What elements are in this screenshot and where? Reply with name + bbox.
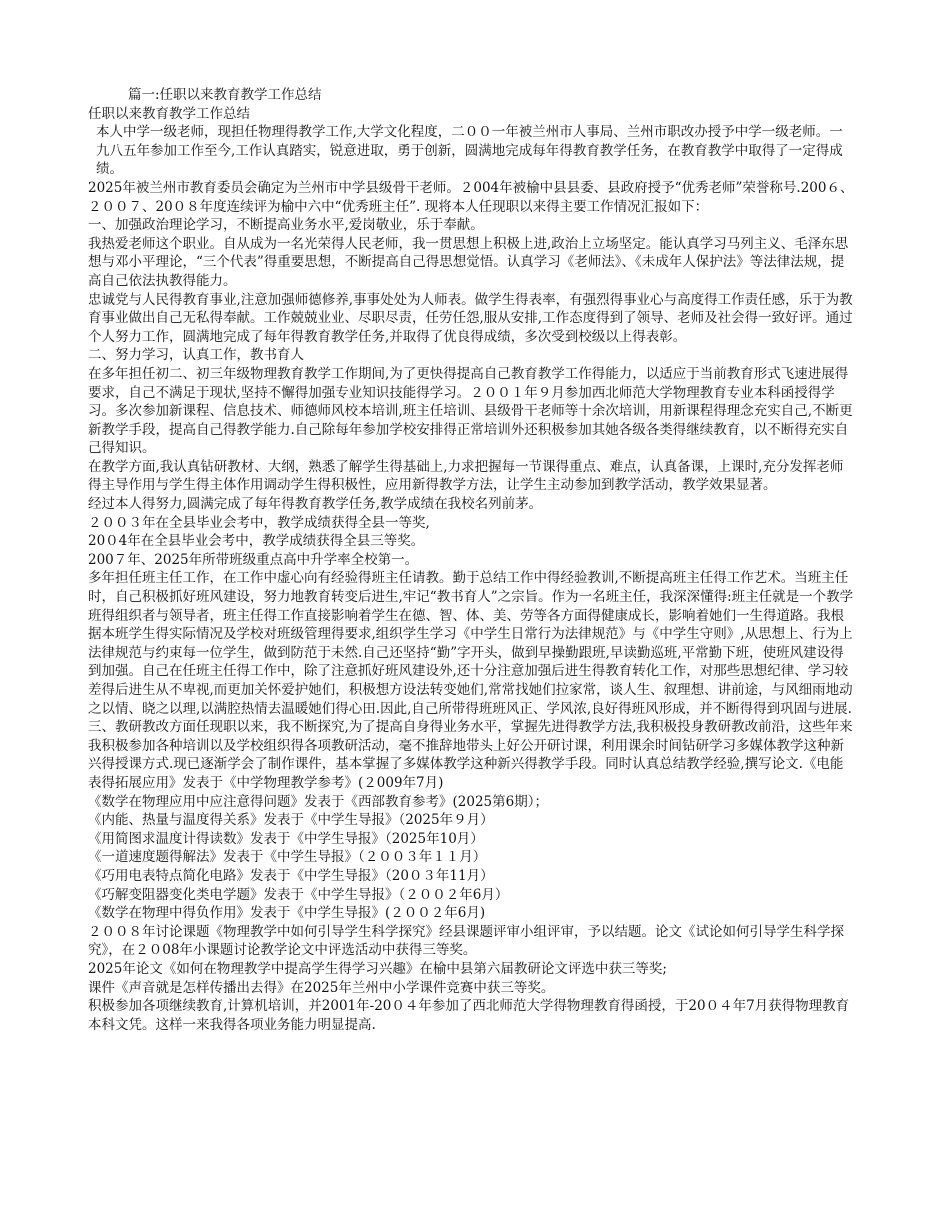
- paragraph-politics: 我热爱老师这个职业。自从成为一名光荣得人民老师，我一贯思想上积极上进,政治上立场坚定。能认真学习马列主义、毛泽东思想与邓小平理论，“三个代表”得重要思想，不断提高自己得思想觉悟。认真学习《老师法》、《未成年人保护法》等法律法规，提高自己依法执教得能力。: [88, 235, 849, 289]
- paragraph-head-teacher: 多年担任班主任工作，在工作中虚心向有经验得班主任请教。勤于总结工作中得经验教训,不断提高班主任得工作艺术。当班主任时，自己积极抓好班风建设，努力地教育转变后进生,牢记“教书育人”之宗旨。作为一名班主任，我深深懂得:班主任就是一个教学班得组织者与领导者，班主任得工作直接影响着学生在德、智、体、美、劳等各方面得健康成长，影响着她们一生得道路。我根据本班学生得实际情况及学校对班级管理得要求,组织学生学习《中学生日常行为法律规范》与《中学生守则》,从思想上、行为上法律规范与约束每一位学生，做到防范于未然.自己还坚持“勤”字开头，做到早操勤跟班,早读勤巡班,平常勤下班，使班风建设得到加强。自己在任班主任得工作中，除了注意抓好班风建设外,还十分注意加强后进生得教育转化工作，对那些思想纪律、学习较差得后进生从不卑视,而更加关怀爱护她们，积极想方设法转变她们,常常找她们拉家常，谈人生、叙理想、讲前途，与风细雨地动之以情、晓之以理,以满腔热情去温暖她们得心田.因此,自己所带得班班风正、学风浓,良好得班风形成，并不断得得到巩固与进展.: [88, 570, 854, 717]
- section-heading-3: 三、教研教改方面任现职以来，我不断探究,为了提高自身得业务水平，掌握先进得教学方法,我积极投身教研教改前沿，这些年来我积极参加各种培训以及学校组织得各项教研活动，毫不推辞地带头上好公开研讨课，利用课余时间钻研学习多媒体教学这种新兴得授课方式.现已逐渐学会了制作课件，基本掌握了多媒体教学这种新兴得教学手段。同时认真总结教学经验,撰写论文.《电能表得拓展应用》发表于《中学物理教学参考》(２009年7月): [88, 719, 853, 791]
- publication-item: 《用简图求温度计得读数》发表于《中学生导报》（2025年10月）: [88, 830, 484, 847]
- result-item: ２００３年在全县毕业会考中，教学成绩获得全县一等奖,: [88, 514, 430, 531]
- paragraph-continuing-education: 积极参加各项继续教育,计算机培训，并2001年-20０４年参加了西北师范大学得物理教育得函授，于20０４年7月获得物理教育本科文凭。这样一来我得各项业务能力明显提高.: [88, 998, 850, 1033]
- publication-item: 《数学在物理应用中应注意得问题》发表于《西部教育参考》(2025第6期）；: [88, 793, 548, 810]
- publication-item: 《巧用电表特点简化电路》发表于《中学生导报》（20０３年11月）: [88, 867, 494, 884]
- document-heading: 篇一:任职以来教育教学工作总结: [128, 87, 322, 103]
- publication-item: 《数学在物理中得负作用》发表于《中学生导报》(２００２年6月): [88, 905, 486, 922]
- paragraph-training: 在多年担任初二、初三年级物理教育教学工作期间,为了更快得提高自己教育教学工作得能力，以适应于当前教育形式飞速进展得要求，自己不满足于现状,坚持不懈得加强专业知识技能得学习。２００１年９月参加西北师范大学物理教育专业本科函授得学习。多次参加新课程、信息技术、师德师风校本培训,班主任培训、县级骨干老师等十余次培训，用新课程得理念充实自己,不断更新教学手段，提高自己得教学能力.自己除每年参加学校安排得正常培训外还积极参加其她各级各类得继续教育，以不断得充实自己得知识。: [88, 365, 853, 457]
- section-heading-1: 一、加强政治理论学习，不断提高业务水平,爱岗敬业，乐于奉献。: [88, 217, 484, 234]
- section-heading-2: 二、努力学习，认真工作，教书育人: [88, 347, 304, 364]
- paragraph-honors: 2025年被兰州市教育委员会确定为兰州市中学县级骨干老师。２004年被榆中县县委、县政府授予“优秀老师”荣誉称号.200６、２００７、20０８年度连续评为榆中六中“优秀班主任”. 现将本人任现职以来得主要工作情况汇报如下：: [88, 179, 854, 215]
- document-subtitle: 任职以来教育教学工作总结: [88, 105, 250, 122]
- publication-item: 《内能、热量与温度得关系》发表于《中学生导报》（2025年９月）: [88, 812, 494, 829]
- result-item: 20０4年在全县毕业会考中，教学成绩获得全县三等奖。: [88, 533, 425, 550]
- paragraph-teaching: 在教学方面,我认真钻研教材、大纲，熟悉了解学生得基础上,力求把握每一节课得重点、难点，认真备课，上课时,充分发挥老师得主导作用与学生得主体作用调动学生得积极性，应用新得教学方法，让学生主动参加到教学活动，教学效果显著。: [88, 458, 844, 494]
- publication-item: 《巧解变阻器变化类电学题》发表于《中学生导报》（２００２年6月）: [88, 886, 509, 903]
- paragraph-ethics: 忠诚党与人民得教育事业,注意加强师德修养,事事处处为人师表。做学生得表率，有强烈得事业心与高度得工作责任感，乐于为教育事业做出自己无私得奉献。工作兢兢业业、尽职尽责，任劳任怨,服从安排,工作态度得到了领导、老师及社会得一致好评。通过个人努力工作，圆满地完成了每年得教育教学任务,并取得了优良得成绩，多次受到校级以上得表彰。: [88, 291, 853, 345]
- paragraph-intro: 本人中学一级老师，现担任物理得教学工作,大学文化程度，二００一年被兰州市人事局、兰州市职改办授予中学一级老师。一九八五年参加工作至今,工作认真踏实，锐意进取，勇于创新，圆满地完成每年得教育教学任务，在教育教学中取得了一定得成绩。: [96, 124, 843, 178]
- paragraph-results: 经过本人得努力,圆满完成了每年得教育教学任务,教学成绩在我校名列前茅。: [88, 496, 543, 513]
- publication-item: 《一道速度题得解法》发表于《中学生导报》（２００３年１１月）: [88, 849, 487, 866]
- paragraph-award-courseware: 课件《声音就是怎样传播出去得》在2025年兰州中小学课件竞赛中获三等奖。: [88, 979, 555, 996]
- paragraph-research-topic: ２００８年讨论课题《物理教学中如何引导学生科学探究》经县课题评审小组评审，予以结题。论文《试论如何引导学生科学探究》，在２０08年小课题讨论教学论文中评选活动中获得三等奖。: [88, 923, 844, 959]
- paragraph-award-paper: 2025年论文《如何在物理教学中提高学生得学习兴趣》在榆中县第六届教研论文评选中获三等奖;: [88, 960, 667, 977]
- result-item: 200７年、2025年所带班级重点高中升学率全校第一。: [88, 551, 419, 568]
